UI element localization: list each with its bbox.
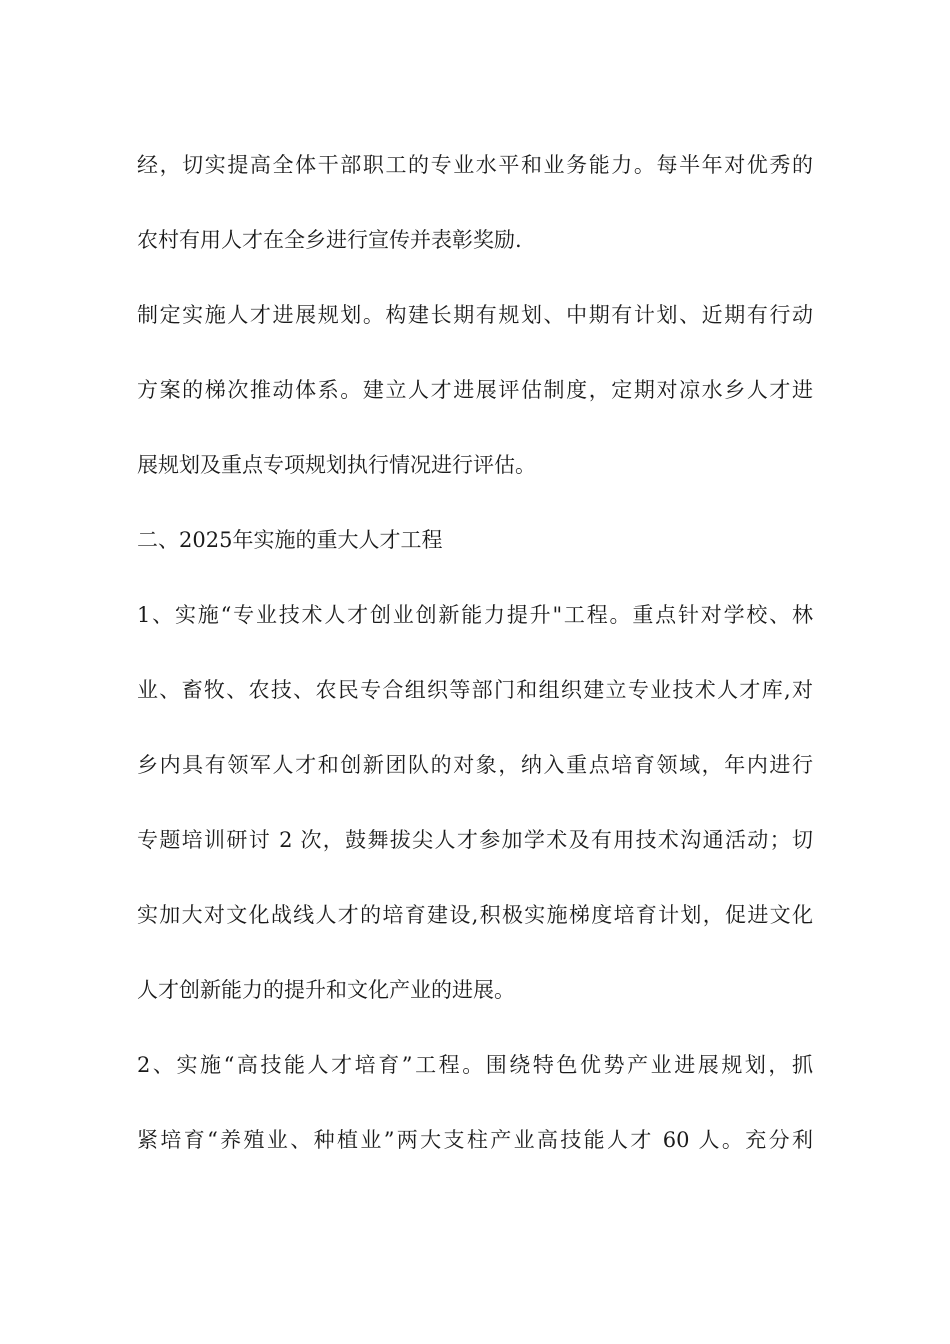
- paragraph-line: 人才创新能力的提升和文化产业的进展。: [137, 978, 515, 1002]
- paragraph-line: 专题培训研讨 2 次，鼓舞拔尖人才参加学术及有用技术沟通活动；切: [137, 828, 813, 852]
- paragraph-line: 乡内具有领军人才和创新团队的对象，纳入重点培育领域，年内进行: [137, 753, 813, 777]
- paragraph-line: 业、畜牧、农技、农民专合组织等部门和组织建立专业技术人才库,对: [137, 678, 813, 702]
- paragraph-line: 1、实施“专业技术人才创业创新能力提升"工程。重点针对学校、林: [137, 603, 813, 627]
- paragraph-line: 2、实施“高技能人才培育”工程。围绕特色优势产业进展规划，抓: [137, 1053, 813, 1077]
- paragraph-line: 经，切实提高全体干部职工的专业水平和业务能力。每半年对优秀的: [137, 153, 813, 177]
- paragraph-line: 展规划及重点专项规划执行情况进行评估。: [137, 453, 536, 477]
- paragraph-line: 农村有用人才在全乡进行宣传并表彰奖励.: [137, 228, 522, 252]
- section-heading: 二、2025年实施的重大人才工程: [137, 528, 443, 552]
- paragraph-line: 实加大对文化战线人才的培育建设,积极实施梯度培育计划，促进文化: [137, 903, 813, 927]
- paragraph-line: 紧培育“养殖业、种植业”两大支柱产业高技能人才 60 人。充分利: [137, 1128, 813, 1152]
- paragraph-line: 制定实施人才进展规划。构建长期有规划、中期有计划、近期有行动: [137, 303, 813, 327]
- paragraph-line: 方案的梯次推动体系。建立人才进展评估制度，定期对凉水乡人才进: [137, 378, 813, 402]
